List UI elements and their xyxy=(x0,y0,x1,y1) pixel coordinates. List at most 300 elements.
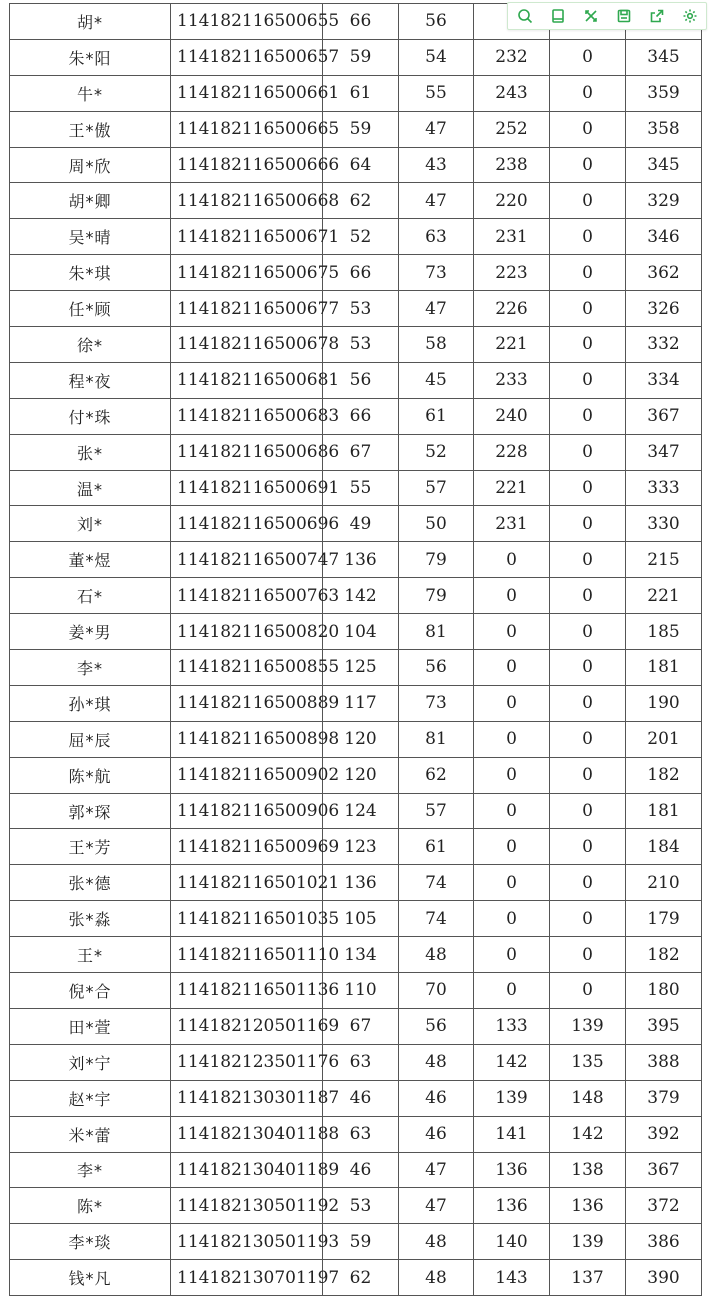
score-2-cell: 57 xyxy=(399,470,474,506)
score-2-cell: 79 xyxy=(399,542,474,578)
candidate-id-cell: 114182116500657 xyxy=(171,39,323,75)
table-row xyxy=(10,937,702,973)
total-cell: 180 xyxy=(626,973,702,1009)
total-cell: 326 xyxy=(626,291,702,327)
score-4-cell: 139 xyxy=(550,1224,626,1260)
score-2-cell: 56 xyxy=(399,1008,474,1044)
score-3-cell: 0 xyxy=(474,937,550,973)
total-cell: 359 xyxy=(626,75,702,111)
name-cell: 王*芳 xyxy=(10,829,171,865)
name-cell: 胡* xyxy=(10,4,171,40)
name-cell: 李*琰 xyxy=(10,1224,171,1260)
candidate-id-cell: 114182123501176 xyxy=(171,1044,323,1080)
table-row xyxy=(10,685,702,721)
score-4-cell: 0 xyxy=(550,829,626,865)
share-icon xyxy=(649,8,665,24)
name-cell: 姜*男 xyxy=(10,614,171,650)
settings-button[interactable] xyxy=(678,4,702,28)
score-4-cell: 0 xyxy=(550,434,626,470)
score-3-cell: 139 xyxy=(474,1080,550,1116)
candidate-id-cell: 114182130301187 xyxy=(171,1080,323,1116)
table-row xyxy=(10,506,702,542)
score-3-cell: 220 xyxy=(474,183,550,219)
score-2-cell: 70 xyxy=(399,973,474,1009)
table-row xyxy=(10,865,702,901)
score-1-cell: 62 xyxy=(323,183,399,219)
score-3-cell: 0 xyxy=(474,685,550,721)
total-cell: 345 xyxy=(626,39,702,75)
score-4-cell: 0 xyxy=(550,685,626,721)
score-4-cell: 136 xyxy=(550,1188,626,1224)
score-2-cell: 58 xyxy=(399,327,474,363)
score-3-cell: 0 xyxy=(474,829,550,865)
score-3-cell: 231 xyxy=(474,506,550,542)
total-cell: 330 xyxy=(626,506,702,542)
name-cell: 朱*琪 xyxy=(10,255,171,291)
candidate-id-cell: 114182116500683 xyxy=(171,398,323,434)
score-2-cell: 46 xyxy=(399,1080,474,1116)
table-row xyxy=(10,291,702,327)
name-cell: 孙*琪 xyxy=(10,685,171,721)
total-cell: 332 xyxy=(626,327,702,363)
score-1-cell: 125 xyxy=(323,650,399,686)
score-2-cell: 81 xyxy=(399,614,474,650)
total-cell: 367 xyxy=(626,398,702,434)
settings-icon xyxy=(682,8,698,24)
name-cell: 胡*卿 xyxy=(10,183,171,219)
table-row xyxy=(10,219,702,255)
score-1-cell: 56 xyxy=(323,362,399,398)
total-cell: 210 xyxy=(626,865,702,901)
score-2-cell: 79 xyxy=(399,578,474,614)
score-4-cell: 0 xyxy=(550,865,626,901)
candidate-id-cell: 114182116500691 xyxy=(171,470,323,506)
score-1-cell: 66 xyxy=(323,398,399,434)
table-row xyxy=(10,542,702,578)
candidate-id-cell: 114182116500855 xyxy=(171,650,323,686)
score-4-cell: 135 xyxy=(550,1044,626,1080)
total-cell: 345 xyxy=(626,147,702,183)
score-3-cell: 136 xyxy=(474,1188,550,1224)
candidate-id-cell: 114182116500666 xyxy=(171,147,323,183)
score-3-cell: 240 xyxy=(474,398,550,434)
total-cell: 390 xyxy=(626,1260,702,1296)
score-1-cell: 63 xyxy=(323,1116,399,1152)
candidate-id-cell: 114182116500668 xyxy=(171,183,323,219)
total-cell: 362 xyxy=(626,255,702,291)
candidate-id-cell: 114182116501035 xyxy=(171,901,323,937)
candidate-id-cell: 114182116501136 xyxy=(171,973,323,1009)
score-1-cell: 134 xyxy=(323,937,399,973)
name-cell: 王*傲 xyxy=(10,111,171,147)
score-4-cell: 0 xyxy=(550,793,626,829)
score-3-cell: 223 xyxy=(474,255,550,291)
table-row xyxy=(10,650,702,686)
score-4-cell: 0 xyxy=(550,219,626,255)
table-row xyxy=(10,398,702,434)
table-row xyxy=(10,255,702,291)
score-3-cell: 0 xyxy=(474,542,550,578)
score-1-cell: 123 xyxy=(323,829,399,865)
name-cell: 郭*琛 xyxy=(10,793,171,829)
name-cell: 朱*阳 xyxy=(10,39,171,75)
score-3-cell: 238 xyxy=(474,147,550,183)
score-4-cell: 137 xyxy=(550,1260,626,1296)
score-4-cell: 138 xyxy=(550,1152,626,1188)
candidate-id-cell: 114182130701197 xyxy=(171,1260,323,1296)
total-cell: 184 xyxy=(626,829,702,865)
score-4-cell: 148 xyxy=(550,1080,626,1116)
score-2-cell: 47 xyxy=(399,291,474,327)
table-row xyxy=(10,578,702,614)
score-1-cell: 105 xyxy=(323,901,399,937)
total-cell: 215 xyxy=(626,542,702,578)
save-button[interactable] xyxy=(612,4,636,28)
total-cell: 221 xyxy=(626,578,702,614)
score-4-cell: 0 xyxy=(550,39,626,75)
bookmark-icon xyxy=(550,8,566,24)
name-cell: 张*淼 xyxy=(10,901,171,937)
score-4-cell: 0 xyxy=(550,75,626,111)
table-row xyxy=(10,183,702,219)
name-cell: 吴*晴 xyxy=(10,219,171,255)
score-2-cell: 61 xyxy=(399,398,474,434)
score-2-cell: 48 xyxy=(399,1044,474,1080)
score-4-cell: 0 xyxy=(550,398,626,434)
candidate-id-cell: 114182116500686 xyxy=(171,434,323,470)
name-cell: 牛* xyxy=(10,75,171,111)
candidate-id-cell: 114182130401189 xyxy=(171,1152,323,1188)
score-4-cell: 0 xyxy=(550,542,626,578)
score-2-cell: 57 xyxy=(399,793,474,829)
name-cell: 屈*辰 xyxy=(10,721,171,757)
name-cell: 温* xyxy=(10,470,171,506)
score-2-cell: 63 xyxy=(399,219,474,255)
total-cell: 388 xyxy=(626,1044,702,1080)
score-table xyxy=(9,3,702,1296)
score-2-cell: 52 xyxy=(399,434,474,470)
total-cell: 182 xyxy=(626,757,702,793)
score-3-cell: 136 xyxy=(474,1152,550,1188)
score-2-cell: 73 xyxy=(399,255,474,291)
score-1-cell: 49 xyxy=(323,506,399,542)
total-cell: 395 xyxy=(626,1008,702,1044)
candidate-id-cell: 114182116500678 xyxy=(171,327,323,363)
score-1-cell: 136 xyxy=(323,542,399,578)
score-4-cell: 0 xyxy=(550,147,626,183)
score-1-cell: 46 xyxy=(323,1080,399,1116)
score-3-cell: 0 xyxy=(474,757,550,793)
score-3-cell: 143 xyxy=(474,1260,550,1296)
name-cell: 程*夜 xyxy=(10,362,171,398)
score-4-cell: 0 xyxy=(550,255,626,291)
name-cell: 周*欣 xyxy=(10,147,171,183)
score-2-cell: 56 xyxy=(399,650,474,686)
score-4-cell: 0 xyxy=(550,757,626,793)
score-sheet xyxy=(9,3,701,1296)
total-cell: 190 xyxy=(626,685,702,721)
score-2-cell: 74 xyxy=(399,901,474,937)
score-2-cell: 48 xyxy=(399,1224,474,1260)
candidate-id-cell: 114182120501169 xyxy=(171,1008,323,1044)
score-3-cell: 231 xyxy=(474,219,550,255)
total-cell: 392 xyxy=(626,1116,702,1152)
name-cell: 付*珠 xyxy=(10,398,171,434)
table-row xyxy=(10,1260,702,1296)
score-1-cell: 59 xyxy=(323,1224,399,1260)
score-3-cell: 0 xyxy=(474,865,550,901)
candidate-id-cell: 114182116500763 xyxy=(171,578,323,614)
score-1-cell: 124 xyxy=(323,793,399,829)
viewer-toolbar xyxy=(507,2,707,30)
score-1-cell: 63 xyxy=(323,1044,399,1080)
name-cell: 董*煜 xyxy=(10,542,171,578)
score-3-cell: 233 xyxy=(474,362,550,398)
total-cell: 181 xyxy=(626,793,702,829)
candidate-id-cell: 114182116500665 xyxy=(171,111,323,147)
candidate-id-cell: 114182116500969 xyxy=(171,829,323,865)
score-1-cell: 55 xyxy=(323,470,399,506)
score-3-cell: 0 xyxy=(474,650,550,686)
name-cell: 李* xyxy=(10,1152,171,1188)
candidate-id-cell: 114182116500889 xyxy=(171,685,323,721)
total-cell: 372 xyxy=(626,1188,702,1224)
score-3-cell: 252 xyxy=(474,111,550,147)
score-2-cell: 61 xyxy=(399,829,474,865)
score-1-cell: 53 xyxy=(323,1188,399,1224)
table-row xyxy=(10,973,702,1009)
table-row xyxy=(10,434,702,470)
score-1-cell: 120 xyxy=(323,721,399,757)
table-row xyxy=(10,470,702,506)
table-row xyxy=(10,111,702,147)
score-1-cell: 67 xyxy=(323,434,399,470)
score-2-cell: 48 xyxy=(399,1260,474,1296)
name-cell: 田*萱 xyxy=(10,1008,171,1044)
total-cell: 333 xyxy=(626,470,702,506)
score-table-body xyxy=(10,4,702,1296)
name-cell: 倪*合 xyxy=(10,973,171,1009)
name-cell: 王* xyxy=(10,937,171,973)
table-row xyxy=(10,1152,702,1188)
score-4-cell: 0 xyxy=(550,578,626,614)
table-row xyxy=(10,1080,702,1116)
candidate-id-cell: 114182116500902 xyxy=(171,757,323,793)
score-2-cell: 43 xyxy=(399,147,474,183)
score-3-cell: 226 xyxy=(474,291,550,327)
table-row xyxy=(10,1116,702,1152)
table-row xyxy=(10,39,702,75)
score-3-cell: 0 xyxy=(474,793,550,829)
score-1-cell: 117 xyxy=(323,685,399,721)
score-1-cell: 59 xyxy=(323,111,399,147)
candidate-id-cell: 114182116500671 xyxy=(171,219,323,255)
score-1-cell: 64 xyxy=(323,147,399,183)
score-3-cell: 141 xyxy=(474,1116,550,1152)
table-row xyxy=(10,1224,702,1260)
search-icon xyxy=(517,8,533,24)
total-cell: 379 xyxy=(626,1080,702,1116)
candidate-id-cell: 114182116500655 xyxy=(171,4,323,40)
score-1-cell: 52 xyxy=(323,219,399,255)
name-cell: 刘* xyxy=(10,506,171,542)
total-cell: 185 xyxy=(626,614,702,650)
total-cell: 329 xyxy=(626,183,702,219)
score-4-cell: 0 xyxy=(550,327,626,363)
score-3-cell: 243 xyxy=(474,75,550,111)
candidate-id-cell: 114182116500661 xyxy=(171,75,323,111)
candidate-id-cell: 114182116500747 xyxy=(171,542,323,578)
score-3-cell: 228 xyxy=(474,434,550,470)
score-2-cell: 47 xyxy=(399,1188,474,1224)
total-cell: 201 xyxy=(626,721,702,757)
candidate-id-cell: 114182116500677 xyxy=(171,291,323,327)
name-cell: 刘*宁 xyxy=(10,1044,171,1080)
score-3-cell: 0 xyxy=(474,614,550,650)
total-cell: 179 xyxy=(626,901,702,937)
table-row xyxy=(10,757,702,793)
total-cell: 346 xyxy=(626,219,702,255)
total-cell: 182 xyxy=(626,937,702,973)
score-3-cell: 0 xyxy=(474,973,550,1009)
score-4-cell: 0 xyxy=(550,506,626,542)
score-1-cell: 53 xyxy=(323,291,399,327)
score-1-cell: 120 xyxy=(323,757,399,793)
score-4-cell: 0 xyxy=(550,721,626,757)
score-4-cell: 0 xyxy=(550,362,626,398)
score-1-cell: 67 xyxy=(323,1008,399,1044)
score-2-cell: 62 xyxy=(399,757,474,793)
name-cell: 石* xyxy=(10,578,171,614)
score-2-cell: 56 xyxy=(399,4,474,40)
score-1-cell: 104 xyxy=(323,614,399,650)
score-4-cell: 139 xyxy=(550,1008,626,1044)
total-cell: 367 xyxy=(626,1152,702,1188)
candidate-id-cell: 114182116500675 xyxy=(171,255,323,291)
score-4-cell: 0 xyxy=(550,111,626,147)
candidate-id-cell: 114182116500696 xyxy=(171,506,323,542)
table-row xyxy=(10,614,702,650)
score-1-cell: 59 xyxy=(323,39,399,75)
table-row xyxy=(10,1044,702,1080)
score-1-cell: 46 xyxy=(323,1152,399,1188)
score-3-cell: 142 xyxy=(474,1044,550,1080)
fullscreen-icon xyxy=(583,8,599,24)
score-3-cell: 0 xyxy=(474,578,550,614)
total-cell: 347 xyxy=(626,434,702,470)
name-cell: 陈*航 xyxy=(10,757,171,793)
score-2-cell: 81 xyxy=(399,721,474,757)
score-2-cell: 55 xyxy=(399,75,474,111)
score-2-cell: 50 xyxy=(399,506,474,542)
name-cell: 李* xyxy=(10,650,171,686)
name-cell: 任*顾 xyxy=(10,291,171,327)
score-2-cell: 73 xyxy=(399,685,474,721)
candidate-id-cell: 114182116501110 xyxy=(171,937,323,973)
score-2-cell: 74 xyxy=(399,865,474,901)
score-2-cell: 47 xyxy=(399,183,474,219)
score-1-cell: 66 xyxy=(323,4,399,40)
name-cell: 张*德 xyxy=(10,865,171,901)
name-cell: 张* xyxy=(10,434,171,470)
table-row xyxy=(10,1188,702,1224)
score-3-cell: 133 xyxy=(474,1008,550,1044)
score-1-cell: 62 xyxy=(323,1260,399,1296)
table-row xyxy=(10,793,702,829)
score-2-cell: 46 xyxy=(399,1116,474,1152)
total-cell: 386 xyxy=(626,1224,702,1260)
score-1-cell: 142 xyxy=(323,578,399,614)
table-row xyxy=(10,901,702,937)
candidate-id-cell: 114182130401188 xyxy=(171,1116,323,1152)
score-1-cell: 61 xyxy=(323,75,399,111)
score-2-cell: 48 xyxy=(399,937,474,973)
score-4-cell: 0 xyxy=(550,291,626,327)
table-row xyxy=(10,829,702,865)
share-button[interactable] xyxy=(645,4,669,28)
score-1-cell: 110 xyxy=(323,973,399,1009)
score-3-cell: 140 xyxy=(474,1224,550,1260)
total-cell: 334 xyxy=(626,362,702,398)
score-3-cell: 221 xyxy=(474,327,550,363)
candidate-id-cell: 114182116501021 xyxy=(171,865,323,901)
candidate-id-cell: 114182130501193 xyxy=(171,1224,323,1260)
score-3-cell: 0 xyxy=(474,721,550,757)
table-row xyxy=(10,75,702,111)
name-cell: 钱*凡 xyxy=(10,1260,171,1296)
name-cell: 米*蕾 xyxy=(10,1116,171,1152)
score-4-cell: 0 xyxy=(550,183,626,219)
score-2-cell: 47 xyxy=(399,1152,474,1188)
score-1-cell: 53 xyxy=(323,327,399,363)
table-row xyxy=(10,721,702,757)
candidate-id-cell: 114182116500820 xyxy=(171,614,323,650)
fullscreen-button[interactable] xyxy=(579,4,603,28)
bookmark-button[interactable] xyxy=(546,4,570,28)
table-row xyxy=(10,1008,702,1044)
name-cell: 徐* xyxy=(10,327,171,363)
table-row xyxy=(10,147,702,183)
score-2-cell: 47 xyxy=(399,111,474,147)
score-3-cell: 232 xyxy=(474,39,550,75)
score-4-cell: 0 xyxy=(550,614,626,650)
candidate-id-cell: 114182130501192 xyxy=(171,1188,323,1224)
search-button[interactable] xyxy=(513,4,537,28)
table-row xyxy=(10,362,702,398)
score-4-cell: 0 xyxy=(550,470,626,506)
score-2-cell: 45 xyxy=(399,362,474,398)
score-1-cell: 66 xyxy=(323,255,399,291)
candidate-id-cell: 114182116500906 xyxy=(171,793,323,829)
score-4-cell: 0 xyxy=(550,973,626,1009)
score-1-cell: 136 xyxy=(323,865,399,901)
candidate-id-cell: 114182116500681 xyxy=(171,362,323,398)
score-4-cell: 0 xyxy=(550,650,626,686)
name-cell: 赵*宇 xyxy=(10,1080,171,1116)
table-row xyxy=(10,327,702,363)
score-3-cell: 221 xyxy=(474,470,550,506)
save-icon xyxy=(616,8,632,24)
total-cell: 181 xyxy=(626,650,702,686)
name-cell: 陈* xyxy=(10,1188,171,1224)
score-3-cell: 0 xyxy=(474,901,550,937)
score-4-cell: 0 xyxy=(550,937,626,973)
score-4-cell: 0 xyxy=(550,901,626,937)
candidate-id-cell: 114182116500898 xyxy=(171,721,323,757)
score-2-cell: 54 xyxy=(399,39,474,75)
score-4-cell: 142 xyxy=(550,1116,626,1152)
total-cell: 358 xyxy=(626,111,702,147)
